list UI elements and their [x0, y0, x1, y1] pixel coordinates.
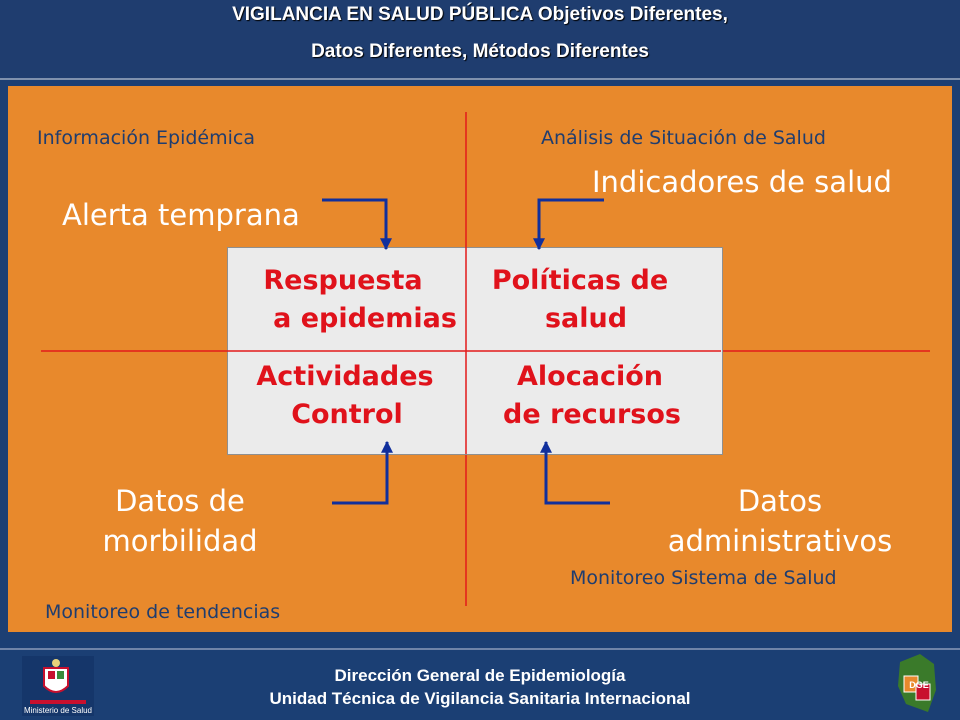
- footer-line1: Dirección General de Epidemiología: [334, 666, 626, 685]
- datos-morbilidad-label-line2: morbilidad: [102, 524, 258, 558]
- politicas-salud-line2: salud: [544, 303, 628, 334]
- datos-morbilidad-label-line1: Datos de: [115, 484, 245, 518]
- footer-line2: Unidad Técnica de Vigilancia Sanitaria Internacional: [269, 689, 691, 708]
- alocacion-recursos-line1: Alocación: [517, 361, 663, 392]
- top-right-quadrant-title: Análisis de Situación de Salud: [541, 127, 826, 149]
- bottom-right-quadrant-title: Monitoreo Sistema de Salud: [570, 567, 837, 589]
- datos-administrativos-label-line1: Datos: [737, 484, 823, 518]
- ministerio-salud-caption: Ministerio de Salud: [23, 706, 93, 715]
- dge-logo-text: DGE: [909, 680, 929, 690]
- alerta-temprana-label: Alerta temprana: [62, 198, 300, 232]
- header-title-line1: VIGILANCIA EN SALUD PÚBLICA Objetivos Diferentes,: [232, 4, 728, 25]
- respuesta-epidemias-line2: a epidemias: [273, 303, 457, 334]
- header-title-line2: Datos Diferentes, Métodos Diferentes: [311, 41, 649, 62]
- politicas-salud-line1: Políticas de: [491, 265, 669, 296]
- actividades-control-line2: Control: [291, 399, 403, 430]
- actividades-control-line1: Actividades: [256, 361, 434, 392]
- top-left-quadrant-title: Información Epidémica: [37, 127, 255, 149]
- respuesta-epidemias-line1: Respuesta: [263, 265, 423, 296]
- datos-administrativos-label-line2: administrativos: [667, 524, 893, 558]
- indicadores-salud-label: Indicadores de salud: [592, 165, 892, 199]
- bottom-left-quadrant-title: Monitoreo de tendencias: [45, 601, 281, 623]
- alocacion-recursos-line2: de recursos: [503, 399, 681, 430]
